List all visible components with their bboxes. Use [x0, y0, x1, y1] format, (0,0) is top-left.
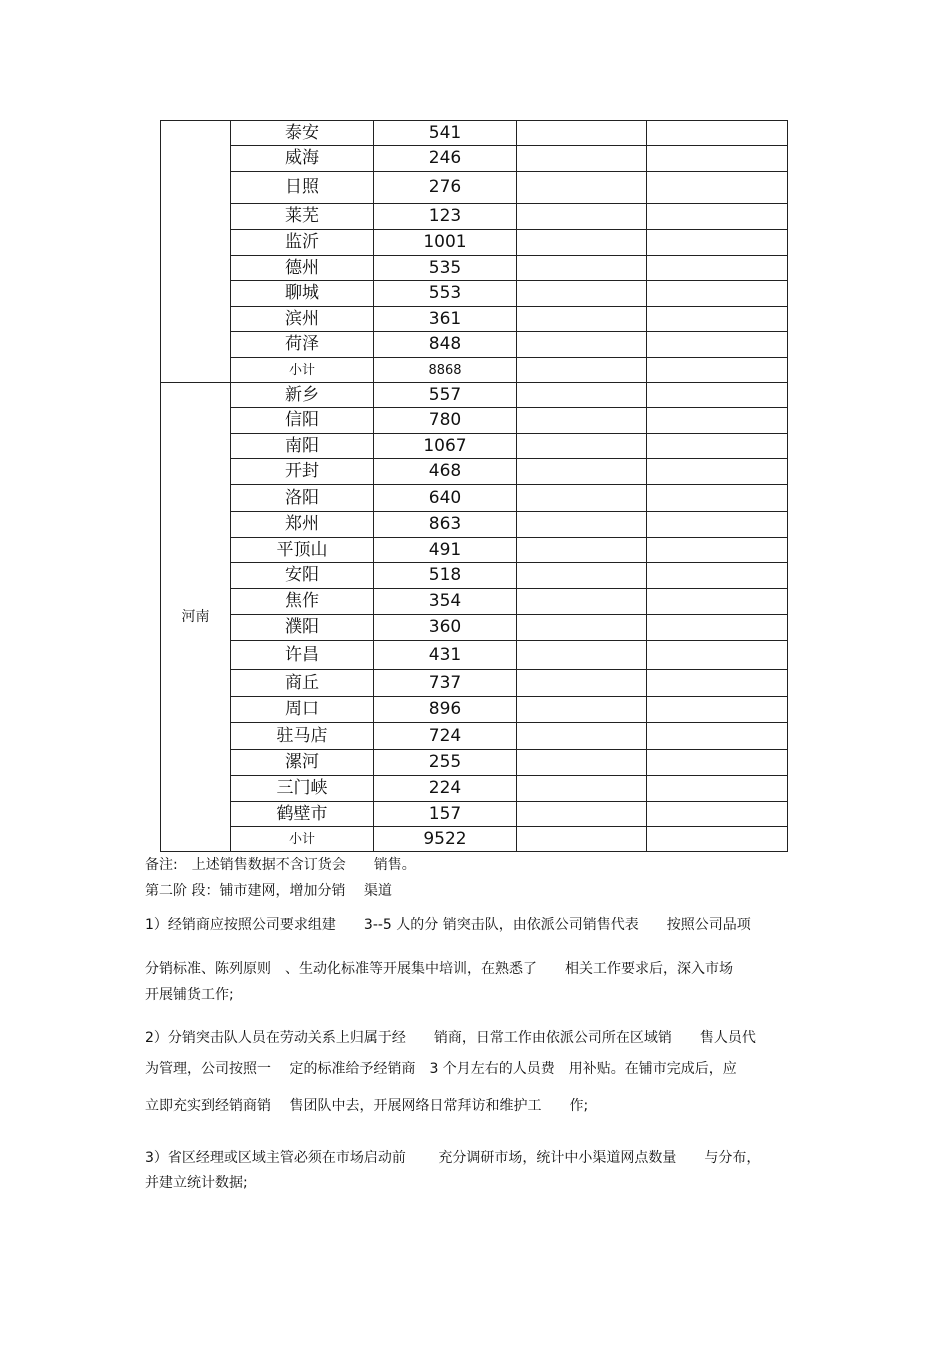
city-cell: 威海 — [231, 146, 374, 172]
value-cell: 468 — [374, 459, 517, 485]
empty-cell — [517, 512, 647, 538]
value-cell: 491 — [374, 538, 517, 563]
subtotal-value: 8868 — [374, 358, 517, 383]
paragraph-3-line-1: 3）省区经理或区域主管必须在市场启动前 充分调研市场，统计中小渠道网点数量 与分布， — [145, 1150, 761, 1166]
city-cell: 莱芜 — [231, 204, 374, 230]
value-cell: 848 — [374, 332, 517, 358]
city-cell: 洛阳 — [231, 485, 374, 512]
empty-cell — [517, 697, 647, 723]
empty-cell — [647, 485, 788, 512]
note-text: 备注: 上述销售数据不含订货会 销售。 — [145, 857, 416, 873]
value-cell: 553 — [374, 281, 517, 307]
empty-cell — [517, 358, 647, 383]
city-cell: 德州 — [231, 256, 374, 281]
empty-cell — [647, 802, 788, 827]
city-cell: 监沂 — [231, 230, 374, 256]
table-row — [161, 697, 788, 723]
city-cell: 商丘 — [231, 670, 374, 697]
empty-cell — [517, 146, 647, 172]
subtotal-value: 9522 — [374, 827, 517, 852]
table-row — [161, 750, 788, 776]
empty-cell — [647, 723, 788, 750]
table-row — [161, 121, 788, 146]
table-row — [161, 563, 788, 589]
empty-cell — [647, 434, 788, 459]
value-cell: 431 — [374, 641, 517, 670]
table-row — [161, 827, 788, 852]
empty-cell — [517, 827, 647, 852]
city-cell: 驻马店 — [231, 723, 374, 750]
empty-cell — [647, 358, 788, 383]
empty-cell — [647, 172, 788, 204]
city-cell: 三门峡 — [231, 776, 374, 802]
empty-cell — [647, 512, 788, 538]
empty-cell — [517, 459, 647, 485]
empty-cell — [517, 307, 647, 332]
empty-cell — [517, 332, 647, 358]
table-row — [161, 358, 788, 383]
table-row — [161, 307, 788, 332]
empty-cell — [517, 776, 647, 802]
empty-cell — [517, 172, 647, 204]
empty-cell — [647, 307, 788, 332]
value-cell: 157 — [374, 802, 517, 827]
value-cell: 724 — [374, 723, 517, 750]
empty-cell — [647, 589, 788, 615]
city-cell: 周口 — [231, 697, 374, 723]
value-cell: 360 — [374, 615, 517, 641]
sales-table-body — [161, 121, 788, 852]
empty-cell — [647, 281, 788, 307]
table-row — [161, 589, 788, 615]
table-row — [161, 615, 788, 641]
empty-cell — [517, 563, 647, 589]
value-cell: 255 — [374, 750, 517, 776]
empty-cell — [517, 538, 647, 563]
value-cell: 354 — [374, 589, 517, 615]
paragraph-1-line-1: 1）经销商应按照公司要求组建 3--5 人的分 销突击队，由依派公司销售代表 按照公司品项 — [145, 917, 751, 933]
paragraph-1-line-3: 开展铺货工作; — [145, 987, 234, 1003]
city-cell: 荷泽 — [231, 332, 374, 358]
value-cell: 780 — [374, 408, 517, 434]
paragraph-1-line-2: 分销标准、陈列原则 、生动化标准等开展集中培训，在熟悉了 相关工作要求后，深入市场 — [145, 961, 733, 977]
city-cell: 泰安 — [231, 121, 374, 146]
empty-cell — [647, 332, 788, 358]
empty-cell — [517, 750, 647, 776]
empty-cell — [647, 776, 788, 802]
table-row — [161, 776, 788, 802]
table-row — [161, 256, 788, 281]
empty-cell — [647, 459, 788, 485]
value-cell: 1067 — [374, 434, 517, 459]
city-cell: 平顶山 — [231, 538, 374, 563]
value-cell: 535 — [374, 256, 517, 281]
city-cell: 焦作 — [231, 589, 374, 615]
empty-cell — [647, 256, 788, 281]
table-row — [161, 230, 788, 256]
value-cell: 863 — [374, 512, 517, 538]
table-row — [161, 512, 788, 538]
table-row — [161, 802, 788, 827]
table-row — [161, 459, 788, 485]
value-cell: 276 — [374, 172, 517, 204]
table-row — [161, 670, 788, 697]
empty-cell — [647, 615, 788, 641]
value-cell: 896 — [374, 697, 517, 723]
subtotal-label: 小计 — [231, 358, 374, 383]
city-cell: 日照 — [231, 172, 374, 204]
paragraph-2-line-2: 为管理，公司按照一 定的标准给予经销商 3 个月左右的人员费 用补贴。在铺市完成后，应 — [145, 1061, 737, 1077]
province-cell-shandong — [161, 121, 231, 383]
empty-cell — [647, 697, 788, 723]
empty-cell — [517, 670, 647, 697]
city-cell: 信阳 — [231, 408, 374, 434]
value-cell: 640 — [374, 485, 517, 512]
empty-cell — [647, 670, 788, 697]
city-cell: 聊城 — [231, 281, 374, 307]
value-cell: 1001 — [374, 230, 517, 256]
table-row — [161, 408, 788, 434]
paragraph-3-line-2: 并建立统计数据; — [145, 1175, 248, 1191]
table-row — [161, 538, 788, 563]
empty-cell — [517, 615, 647, 641]
value-cell: 518 — [374, 563, 517, 589]
value-cell: 123 — [374, 204, 517, 230]
empty-cell — [647, 121, 788, 146]
city-cell: 漯河 — [231, 750, 374, 776]
city-cell: 安阳 — [231, 563, 374, 589]
empty-cell — [517, 802, 647, 827]
empty-cell — [517, 408, 647, 434]
subtotal-label: 小计 — [231, 827, 374, 852]
table-row — [161, 383, 788, 408]
empty-cell — [517, 230, 647, 256]
table-row — [161, 204, 788, 230]
empty-cell — [517, 723, 647, 750]
empty-cell — [517, 256, 647, 281]
value-cell: 541 — [374, 121, 517, 146]
table-row — [161, 485, 788, 512]
empty-cell — [647, 146, 788, 172]
value-cell: 246 — [374, 146, 517, 172]
empty-cell — [647, 538, 788, 563]
province-cell-henan: 河南 — [161, 383, 231, 852]
empty-cell — [517, 281, 647, 307]
city-cell: 南阳 — [231, 434, 374, 459]
empty-cell — [517, 204, 647, 230]
paragraph-2-line-3: 立即充实到经销商销 售团队中去，开展网络日常拜访和维护工 作; — [145, 1098, 589, 1114]
stage2-heading: 第二阶 段：铺市建网，增加分销 渠道 — [145, 883, 392, 899]
city-cell: 鹤壁市 — [231, 802, 374, 827]
table-row — [161, 641, 788, 670]
empty-cell — [517, 383, 647, 408]
empty-cell — [647, 408, 788, 434]
table-row — [161, 332, 788, 358]
empty-cell — [517, 121, 647, 146]
paragraph-2-line-1: 2）分销突击队人员在劳动关系上归属于经 销商，日常工作由依派公司所在区域销 售人员代 — [145, 1030, 756, 1046]
table-row — [161, 172, 788, 204]
city-cell: 濮阳 — [231, 615, 374, 641]
city-cell: 滨州 — [231, 307, 374, 332]
value-cell: 224 — [374, 776, 517, 802]
table-row — [161, 723, 788, 750]
table-row — [161, 434, 788, 459]
city-cell: 许昌 — [231, 641, 374, 670]
table-row — [161, 146, 788, 172]
city-cell: 新乡 — [231, 383, 374, 408]
empty-cell — [647, 750, 788, 776]
empty-cell — [647, 383, 788, 408]
empty-cell — [647, 827, 788, 852]
city-cell: 郑州 — [231, 512, 374, 538]
empty-cell — [647, 204, 788, 230]
city-cell: 开封 — [231, 459, 374, 485]
empty-cell — [647, 641, 788, 670]
value-cell: 737 — [374, 670, 517, 697]
empty-cell — [517, 641, 647, 670]
empty-cell — [647, 230, 788, 256]
empty-cell — [517, 589, 647, 615]
value-cell: 557 — [374, 383, 517, 408]
empty-cell — [517, 434, 647, 459]
table-row — [161, 281, 788, 307]
value-cell: 361 — [374, 307, 517, 332]
empty-cell — [647, 563, 788, 589]
sales-table — [160, 120, 788, 852]
empty-cell — [517, 485, 647, 512]
